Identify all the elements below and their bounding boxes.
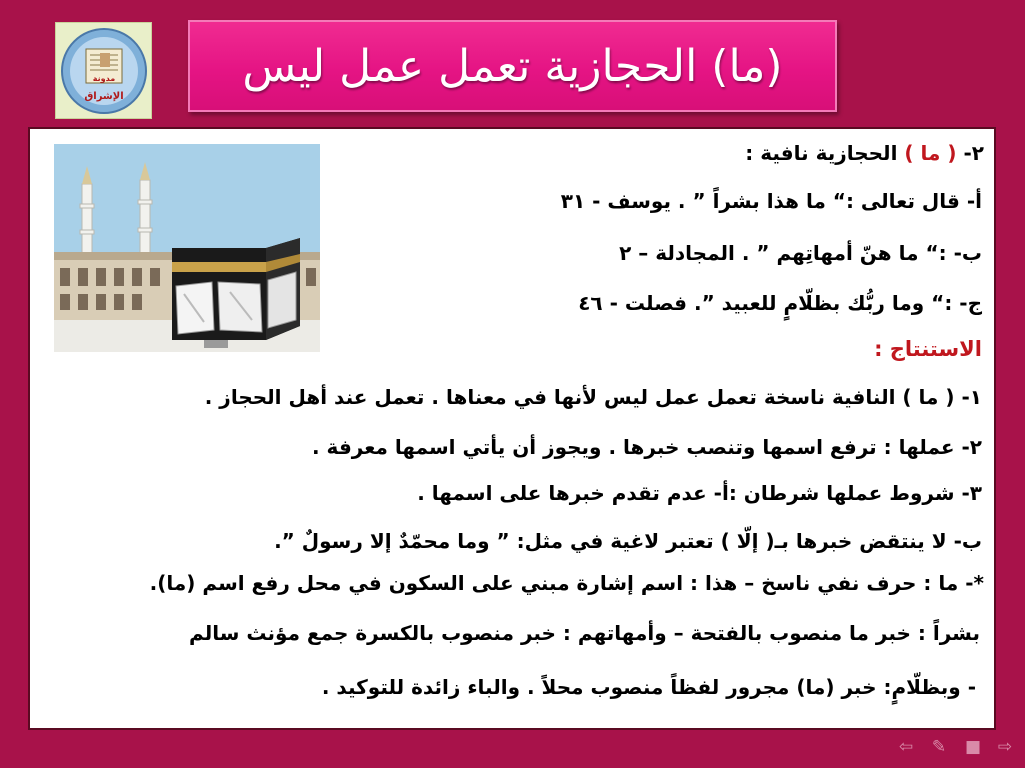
lesson-content-panel [28,127,996,730]
nav-next-button[interactable] [994,738,1016,756]
arrow-left-icon: ⇦ [898,737,914,757]
nav-prev-button[interactable] [895,738,917,756]
nav-menu-button[interactable] [962,738,984,756]
title-banner [188,20,837,112]
arrow-right-icon: ⇨ [997,737,1013,757]
logo-emblem-icon [60,27,148,115]
page-title: (ما) الحجازية تعمل عمل ليس [242,40,783,92]
ma-particle: ( ما ) [904,141,957,165]
section-heading [745,141,984,165]
conclusion-label: الاستنتاج : [874,337,982,361]
example-c: ج- :“ وما ربُّك بظلّامٍ للعبيد ”. فصلت - ٤٦ [578,291,982,315]
nav-pen-button[interactable] [928,738,950,756]
parsing-item: *- ما : حرف نفي ناسخ – هذا : اسم إشارة مبني على السكون في محل رفع اسم (ما). [149,571,984,595]
conclusion-item: ٣- شروط عملها شرطان :أ- عدم تقدم خبرها على اسمها . [417,481,982,505]
parsing-item: - وبظلّامٍ: خبر (ما) مجرور لفظاً منصوب محلاً . والباء زائدة للتوكيد . [321,675,976,699]
pen-icon: ✎ [931,737,947,757]
conclusion-item: ٢- عملها : ترفع اسمها وتنصب خبرها . ويجوز أن يأتي اسمها معرفة . [312,435,982,459]
logo-top-text: مدونة [92,73,115,83]
example-b: ب- :“ ما هنّ أمهاتِهم ” . المجادلة – ٢ [619,241,982,265]
conclusion-item: ب- لا ينتقض خبرها بـ( إلّا ) تعتبر لاغية في مثل: ” وما محمّدٌ إلا رسولٌ ”. [274,529,982,553]
conclusion-item: ١- ( ما ) النافية ناسخة تعمل عمل ليس لأنها في معناها . تعمل عند أهل الحجاز . [204,385,982,409]
menu-icon: ■ [964,737,982,757]
logo-bottom-text: الإشراق [83,90,124,102]
example-a: أ- قال تعالى :“ ما هذا بشراً ” . يوسف - ٣١ [560,189,982,213]
blog-logo [55,22,152,119]
section-heading-text: الحجازية نافية : [745,141,898,165]
section-number: ٢- [963,141,984,165]
parsing-item: بشراً : خبر ما منصوب بالفتحة – وأمهاتهم : خبر منصوب بالكسرة جمع مؤنث سالم [189,621,980,645]
kaaba-mosque-illustration [54,144,320,352]
